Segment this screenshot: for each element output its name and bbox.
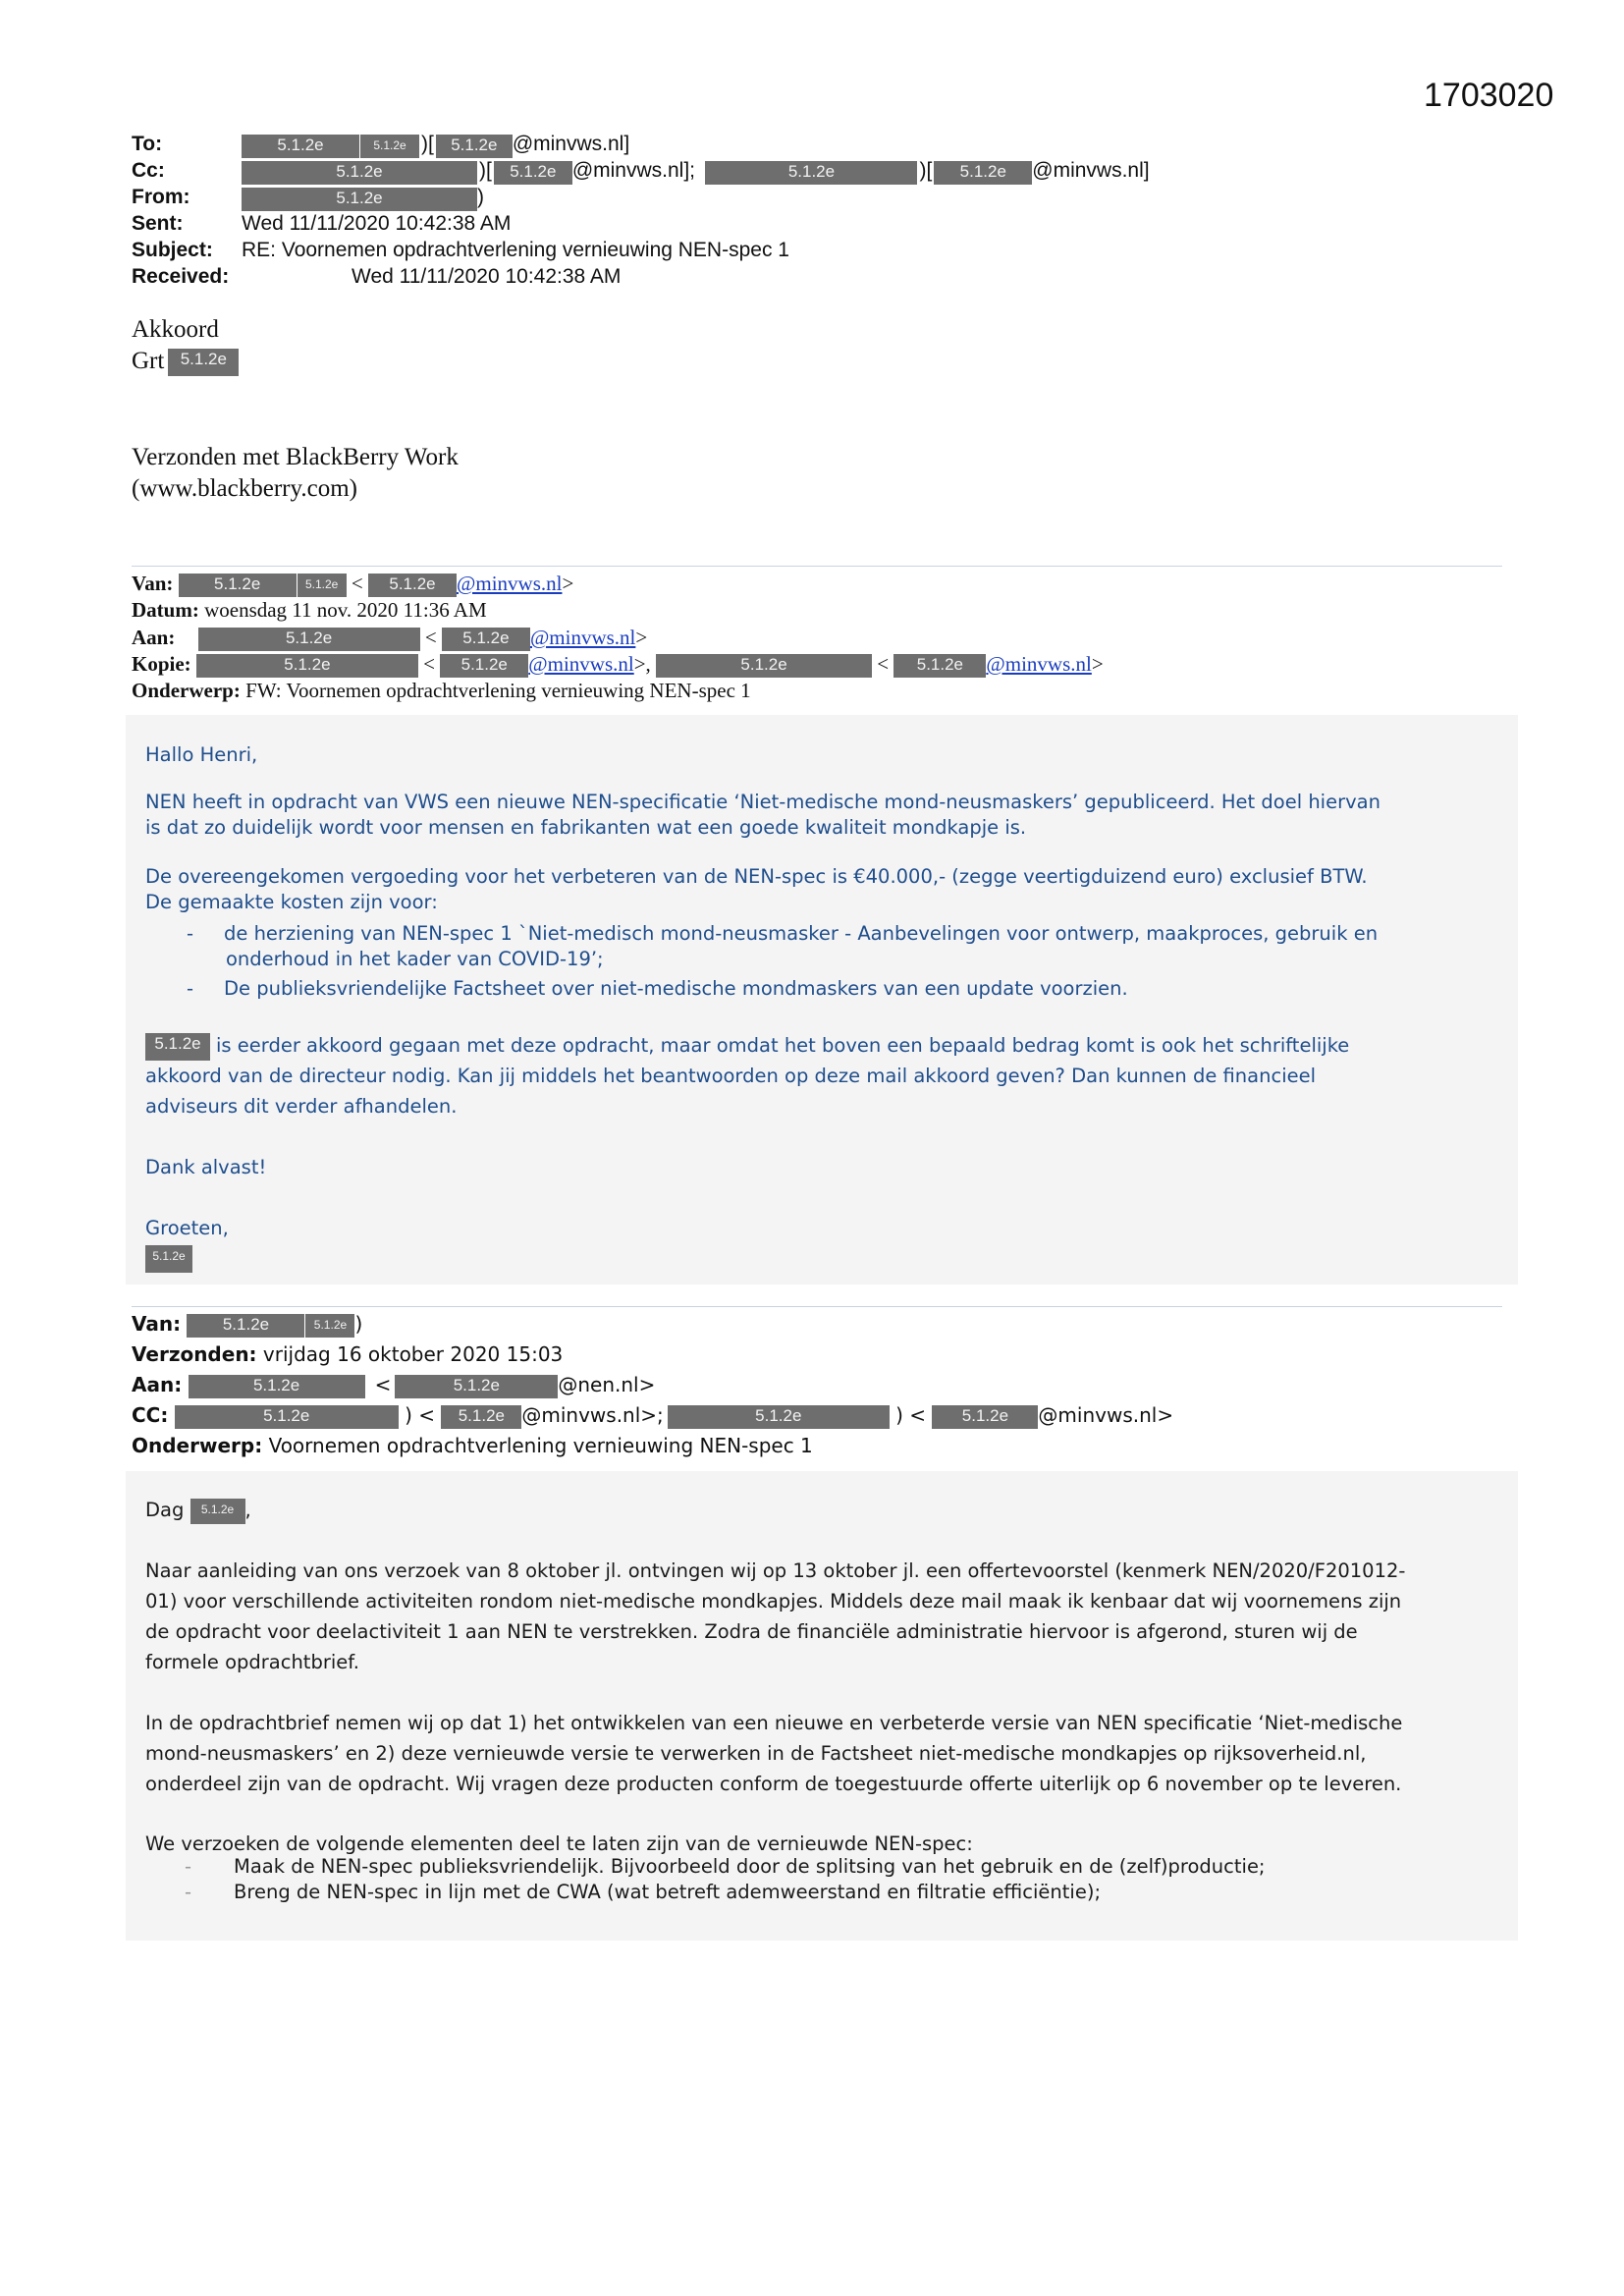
cc-row [132, 157, 242, 184]
aan3-row: Aan: 5.1.2e < 5.1.2e @nen.nl> [132, 1373, 656, 1396]
email2-p1-line1: NEN heeft in opdracht van VWS een nieuwe NEN-specificatie ‘Niet-medische mond-neusmaskers’ gepubliceerd. Het doel hiervan [145, 791, 1380, 813]
email2-p2-line2: De gemaakte kosten zijn voor: [145, 891, 438, 913]
email2-p3-line2: akkoord van de directeur nodig. Kan jij middels het beantwoorden op deze mail akkoord geven? Dan kunnen de financieel [145, 1065, 1317, 1087]
sent-label: Sent: [132, 212, 184, 235]
aan-label: Aan: [132, 626, 176, 649]
cc-label: Cc: [132, 159, 165, 182]
redaction: 5.1.2e [360, 135, 419, 158]
redaction: 5.1.2e [442, 628, 530, 651]
email2-bullet1-line1: - de herziening van NEN-spec 1 `Niet-medisch mond-neusmasker - Aanbevelingen voor ontwerp, maakproces, gebruik en [187, 922, 1379, 945]
kopie-row: Kopie: 5.1.2e < 5.1.2e @minvws.nl>, 5.1.2e < 5.1.2e @minvws.nl> [132, 651, 1104, 678]
separator [132, 566, 1502, 567]
sent-value: Wed 11/11/2020 10:42:38 AM [242, 212, 512, 235]
redaction: 5.1.2e [242, 161, 477, 185]
email2-p3-line1-text: is eerder akkoord gegaan met deze opdracht, maar omdat het boven een bepaald bedrag komt is ook het schriftelijke [216, 1034, 1350, 1057]
cc-domain-2: @minvws.nl] [1032, 159, 1150, 182]
redaction: 5.1.2e [436, 135, 513, 158]
to-row [132, 131, 242, 157]
email2-bullet2-text: De publieksvriendelijke Factsheet over niet-medische mondmaskers van een update voorzien. [224, 977, 1128, 1000]
email1-signature-line2: (www.blackberry.com) [132, 475, 357, 502]
subject-value: RE: Voornemen opdrachtverlening vernieuwing NEN-spec 1 [242, 239, 789, 261]
email1-body-grt [132, 348, 239, 376]
redaction: 5.1.2e [190, 1499, 245, 1524]
grt-text: Grt [132, 348, 165, 374]
onderwerp3-value: Voornemen opdrachtverlening vernieuwing NEN-spec 1 [268, 1434, 813, 1457]
redaction: 5.1.2e [179, 574, 297, 597]
datum-value: woensdag 11 nov. 2020 11:36 AM [204, 598, 487, 622]
email3-p1-line2: 01) voor verschillende activiteiten rondom niet-medische mondkapjes. Middels deze mail maak ik kenbaar dat wij voornemens zijn [145, 1590, 1402, 1613]
redaction: 5.1.2e [934, 161, 1032, 185]
datum-row [132, 597, 487, 624]
email2-thanks: Dank alvast! [145, 1156, 267, 1178]
email3-bullet1-text: Maak de NEN-spec publieksvriendelijk. Bijvoorbeeld door de splitsing van het gebruik en de (zelf)productie; [234, 1855, 1266, 1878]
redaction: 5.1.2e [187, 1314, 304, 1338]
verzonden-value: vrijdag 16 oktober 2020 15:03 [262, 1342, 564, 1366]
onderwerp-row [132, 678, 751, 704]
to-value: 5.1.2e 5.1.2e )[ 5.1.2e @minvws.nl] [242, 131, 629, 158]
redaction: 5.1.2e [656, 654, 872, 678]
email2-p3-line1 [145, 1031, 1349, 1061]
email3-p2-line2: mond-neusmaskers’ en 2) deze vernieuwde versie te verwerken in de Factsheet niet-medische mondkapjes op rijksoverheid.nl, [145, 1742, 1367, 1765]
redaction: 5.1.2e [668, 1405, 890, 1429]
verzonden-label: Verzonden: [132, 1342, 257, 1366]
email3-greeting-text: Dag [145, 1499, 185, 1521]
email2-signature [145, 1245, 192, 1273]
onderwerp-value: FW: Voornemen opdrachtverlening vernieuwing NEN-spec 1 [245, 679, 751, 702]
email2-bullet2: - De publieksvriendelijke Factsheet over niet-medische mondmaskers van een update voorzien. [187, 977, 1128, 1000]
redaction: 5.1.2e [196, 654, 418, 678]
redaction: 5.1.2e [395, 1375, 558, 1398]
aan3-label: Aan: [132, 1373, 183, 1396]
onderwerp3-label: Onderwerp: [132, 1434, 263, 1457]
verzonden-row [132, 1339, 563, 1370]
email2-greeting: Hallo Henri, [145, 743, 258, 766]
email2-bullet1-line2: onderhoud in het kader van COVID-19’; [226, 948, 604, 970]
redaction: 5.1.2e [198, 628, 420, 651]
email3-p1-line1: Naar aanleiding van ons verzoek van 8 oktober jl. ontvingen wij op 13 oktober jl. een offertevoorstel (kenmerk NEN/2020/F201012- [145, 1559, 1406, 1582]
cc-value: 5.1.2e )[ 5.1.2e @minvws.nl]; 5.1.2e )[ 5.1.2e @minvws.nl] [242, 157, 1150, 185]
received-row [132, 263, 621, 290]
onderwerp3-row [132, 1431, 813, 1461]
document-number: 1703020 [1424, 77, 1554, 114]
email1-body-akkoord: Akkoord [132, 316, 219, 343]
separator [132, 1306, 1502, 1307]
to-domain: @minvws.nl] [512, 133, 630, 155]
redaction: 5.1.2e [305, 1314, 354, 1338]
redaction: 5.1.2e [168, 349, 239, 376]
aan-row: Aan: 5.1.2e < 5.1.2e @minvws.nl> [132, 625, 647, 651]
email1-signature-line1: Verzonden met BlackBerry Work [132, 444, 459, 470]
email3-greeting: Dag 5.1.2e , [145, 1495, 251, 1525]
redaction: 5.1.2e [705, 161, 917, 185]
redaction: 5.1.2e [298, 574, 347, 597]
redaction: 5.1.2e [893, 654, 986, 678]
van3-label: Van: [132, 1312, 182, 1336]
redaction: 5.1.2e [242, 135, 359, 158]
email3-p2-line3: onderdeel zijn van de opdracht. Wij vragen deze producten conform de toegestuurde offerte uiterlijk op 6 november op te leveren. [145, 1773, 1402, 1795]
datum-label: Datum: [132, 598, 199, 622]
redaction: 5.1.2e [494, 161, 572, 185]
cc-domain: @minvws.nl]; [571, 159, 695, 182]
redaction: 5.1.2e [175, 1405, 399, 1429]
email2-bullet1-text: de herziening van NEN-spec 1 `Niet-medisch mond-neusmasker - Aanbevelingen voor ontwerp, maakproces, gebruik en [224, 922, 1379, 945]
redaction: 5.1.2e [145, 1033, 210, 1061]
from-row [132, 184, 242, 210]
redaction: 5.1.2e [242, 188, 477, 211]
redaction: 5.1.2e [440, 654, 528, 678]
email2-regards: Groeten, [145, 1217, 229, 1239]
van-row: Van: 5.1.2e 5.1.2e < 5.1.2e @minvws.nl> [132, 571, 573, 597]
cc3-domain: @minvws.nl>; [521, 1403, 664, 1427]
from-value: 5.1.2e ) [242, 184, 484, 211]
subject-row [132, 237, 789, 263]
kopie-label: Kopie: [132, 652, 191, 676]
email3-bullet1: - Maak de NEN-spec publieksvriendelijk. Bijvoorbeeld door de splitsing van het gebruik en de (zelf)productie; [185, 1855, 1266, 1878]
van3-row: Van: 5.1.2e 5.1.2e ) [132, 1312, 363, 1336]
cc3-row: CC: 5.1.2e ) < 5.1.2e @minvws.nl>; 5.1.2e ) < 5.1.2e @minvws.nl> [132, 1403, 1174, 1427]
to-label: To: [132, 133, 163, 155]
email3-p1-line4: formele opdrachtbrief. [145, 1651, 359, 1673]
email3-bullet2-text: Breng de NEN-spec in lijn met de CWA (wat betreft ademweerstand en filtratie efficiëntie); [234, 1881, 1102, 1903]
redaction: 5.1.2e [145, 1245, 192, 1273]
received-label: Received: [132, 265, 230, 288]
cc3-label: CC: [132, 1403, 169, 1427]
onderwerp-label: Onderwerp: [132, 679, 241, 702]
kopie-email-link-2[interactable]: @minvws.nl [986, 652, 1092, 676]
from-label: From: [132, 186, 190, 208]
van-label: Van: [132, 572, 174, 595]
kopie-email-link-1[interactable]: @minvws.nl [528, 652, 634, 676]
aan-email-link[interactable]: @minvws.nl [529, 626, 636, 649]
email2-p3-line3: adviseurs dit verder afhandelen. [145, 1095, 458, 1118]
email2-p1-line2: is dat zo duidelijk wordt voor mensen en fabrikanten wat een goede kwaliteit mondkapje is. [145, 816, 1027, 839]
aan3-domain: @nen.nl> [558, 1373, 656, 1396]
redaction: 5.1.2e [932, 1405, 1038, 1429]
sent-row [132, 210, 511, 237]
subject-label: Subject: [132, 239, 213, 261]
email3-bullet2: - Breng de NEN-spec in lijn met de CWA (wat betreft ademweerstand en filtratie efficiëntie); [185, 1881, 1102, 1903]
email2-p2-line1: De overeengekomen vergoeding voor het verbeteren van de NEN-spec is €40.000,- (zegge veertigduizend euro) exclusief BTW. [145, 865, 1368, 888]
email3-p3: We verzoeken de volgende elementen deel te laten zijn van de vernieuwde NEN-spec: [145, 1832, 973, 1855]
van-email-link[interactable]: @minvws.nl [457, 572, 563, 595]
cc3-domain-2: @minvws.nl> [1038, 1403, 1174, 1427]
redaction: 5.1.2e [189, 1375, 365, 1398]
redaction: 5.1.2e [368, 574, 457, 597]
redaction: 5.1.2e [441, 1405, 521, 1429]
email3-p2-line1: In de opdrachtbrief nemen wij op dat 1) het ontwikkelen van een nieuwe en verbeterde versie van NEN specificatie ‘Niet-medische [145, 1712, 1403, 1734]
received-value: Wed 11/11/2020 10:42:38 AM [352, 265, 622, 288]
email3-p1-line3: de opdracht voor deelactiviteit 1 aan NEN te verstrekken. Zodra de financiële administratie hiervoor is afgerond, sturen wij de [145, 1620, 1358, 1643]
